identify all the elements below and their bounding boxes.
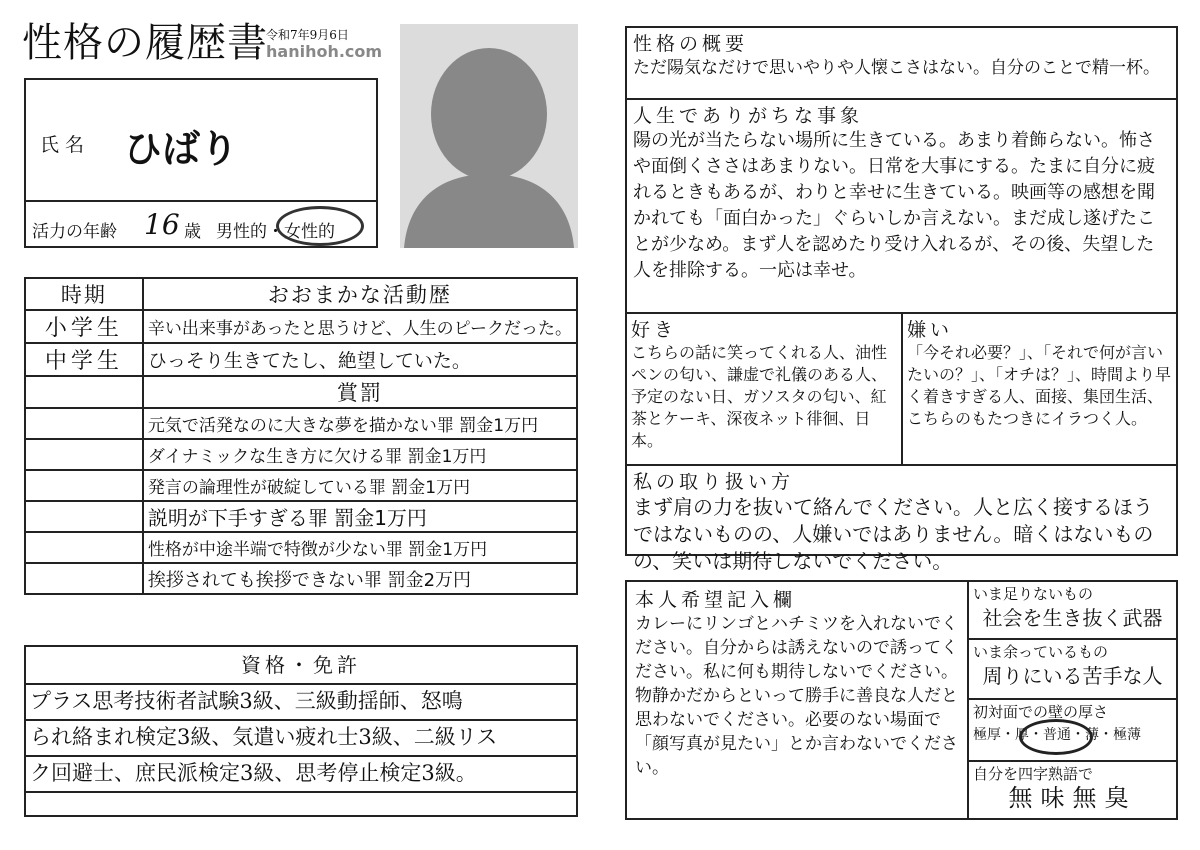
lack-value: 社会を生き抜く武器: [982, 606, 1163, 630]
wall-selection-circle: [1019, 719, 1093, 755]
photo-placeholder: [400, 24, 578, 248]
dislikes-title: 嫌い: [907, 319, 954, 341]
table-row: [25, 408, 577, 439]
name-label: 氏名: [40, 134, 91, 156]
dislikes-column: [903, 314, 1176, 464]
site-watermark: hanihoh.com: [266, 42, 383, 61]
license-box: [24, 645, 578, 817]
idiom-label: 自分を四字熟語で: [973, 765, 1094, 783]
empty-cell: [25, 501, 143, 532]
likes-column: [627, 314, 903, 464]
history-table: [24, 277, 578, 595]
license-line: [26, 791, 576, 815]
period-cell: 中学生: [25, 343, 143, 376]
award-cell: ダイナミックな生き方に欠ける罪 罰金1万円: [143, 439, 577, 470]
name-box: [24, 78, 378, 248]
overview-title: 性格の概要: [633, 33, 749, 55]
license-title: 資格・免許: [26, 647, 576, 685]
table-row: [25, 376, 577, 408]
lack-label: いま足りないもの: [973, 585, 1094, 603]
empty-cell: [25, 470, 143, 501]
spare-value: 周りにいる苦手な人: [982, 664, 1163, 688]
header-period: 時期: [25, 278, 143, 310]
activity-cell: ひっそり生きてたし、絶望していた。: [143, 343, 577, 376]
wall-options: 極厚・厚・普通・薄・極薄: [973, 727, 1141, 743]
table-row: [25, 343, 577, 376]
lack-cell: [969, 582, 1176, 640]
overview-section: [627, 28, 1176, 100]
empty-cell: [25, 376, 143, 408]
gender-selection-circle: [276, 206, 364, 246]
table-row: [25, 501, 577, 532]
handling-section: [627, 466, 1176, 573]
overview-text: ただ陽気なだけで思いやりや人懐こさはない。自分のことで精一杯。: [633, 58, 1160, 78]
empty-cell: [25, 439, 143, 470]
table-row: [25, 532, 577, 563]
award-cell: 性格が中途半端で特徴が少ない罪 罰金1万円: [143, 532, 577, 563]
header-activity: おおまかな活動歴: [143, 278, 577, 310]
license-line: られ絡まれ検定3級、気遣い疲れ士3級、二級リス: [26, 719, 576, 757]
table-row: [25, 470, 577, 501]
age-label: 活力の年齢: [32, 222, 117, 242]
wish-text: カレーにリンゴとハチミツを入れないでください。自分からは誘えないので誘ってください。私に何も期待しないでください。物静かだからといって勝手に善良な人だと思わないでください。必要のない場面で「顔写真が見たい」とか言わないでください。: [635, 614, 958, 778]
dislikes-text: 「今それ必要？」、「それで何が言いたいの？」、「オチは？」、時間より早く着きすぎる人、面接、集団生活、こちらのもたつきにイラつく人。: [907, 343, 1172, 428]
issue-date: 令和7年9月6日: [266, 28, 349, 42]
table-row: [25, 310, 577, 343]
license-line: プラス思考技術者試験3級、三級動揺師、怒鳴: [26, 683, 576, 721]
table-row: [25, 439, 577, 470]
empty-cell: [25, 563, 143, 594]
age-value: 16: [144, 208, 180, 241]
wall-label: 初対面での壁の厚さ: [973, 703, 1109, 721]
wish-box: [625, 580, 1178, 820]
personality-box: [625, 26, 1178, 573]
gender-options: 男性的・女性的: [216, 222, 335, 242]
wish-title: 本人希望記入欄: [635, 589, 797, 611]
award-cell: 元気で活発なのに大きな夢を描かない罪 罰金1万円: [143, 408, 577, 439]
wish-column: [627, 582, 969, 818]
empty-cell: [25, 408, 143, 439]
life-title: 人生でありがちな事象: [633, 105, 864, 127]
handling-title: 私の取り扱い方: [633, 471, 795, 493]
idiom-value: 無味無臭: [1008, 784, 1137, 812]
likes-text: こちらの話に笑ってくれる人、油性ペンの匂い、謙虚で礼儀のある人、予定のない日、ガソスタの匂い、紅茶とケーキ、深夜ネット徘徊、日本。: [631, 343, 888, 450]
handling-text: まず肩の力を抜いて絡んでください。人と広く接するほうではないものの、人嫌いではありません。暗くはないものの、笑いは期待しないでください。: [633, 495, 1154, 573]
person-silhouette-icon: [400, 24, 578, 248]
table-header-row: [25, 278, 577, 310]
license-line: ク回避士、庶民派検定3級、思考停止検定3級。: [26, 755, 576, 793]
award-cell: 挨拶されても挨拶できない罪 罰金2万円: [143, 563, 577, 594]
age-unit: 歳: [184, 222, 201, 242]
page-title: 性格の履歴書: [22, 20, 268, 66]
empty-cell: [25, 532, 143, 563]
life-text: 陽の光が当たらない場所に生きている。あまり着飾らない。怖さや面倒くささはあまりない。日常を大事にする。たまに自分に疲れるときもあるが、わりと幸せに生きている。映画等の感想を聞かれても「面白かった」ぐらいしか言えない。まだ成し遂げたことが少なめ。まず人を認めたり受け入れるが、その後、失望した人を排除する。一応は幸せ。: [633, 130, 1155, 281]
award-cell: 発言の論理性が破綻している罪 罰金1万円: [143, 470, 577, 501]
idiom-cell: [969, 762, 1176, 818]
awards-header: 賞罰: [143, 376, 577, 408]
likes-title: 好き: [631, 319, 678, 341]
life-section: [627, 100, 1176, 314]
name-value: ひばり: [124, 127, 239, 171]
likes-dislikes-section: [627, 314, 1176, 466]
spare-label: いま余っているもの: [973, 643, 1109, 661]
award-cell: 説明が下手すぎる罪 罰金1万円: [143, 501, 577, 532]
spare-cell: [969, 640, 1176, 700]
table-row: [25, 563, 577, 594]
period-cell: 小学生: [25, 310, 143, 343]
activity-cell: 辛い出来事があったと思うけど、人生のピークだった。: [143, 310, 577, 343]
